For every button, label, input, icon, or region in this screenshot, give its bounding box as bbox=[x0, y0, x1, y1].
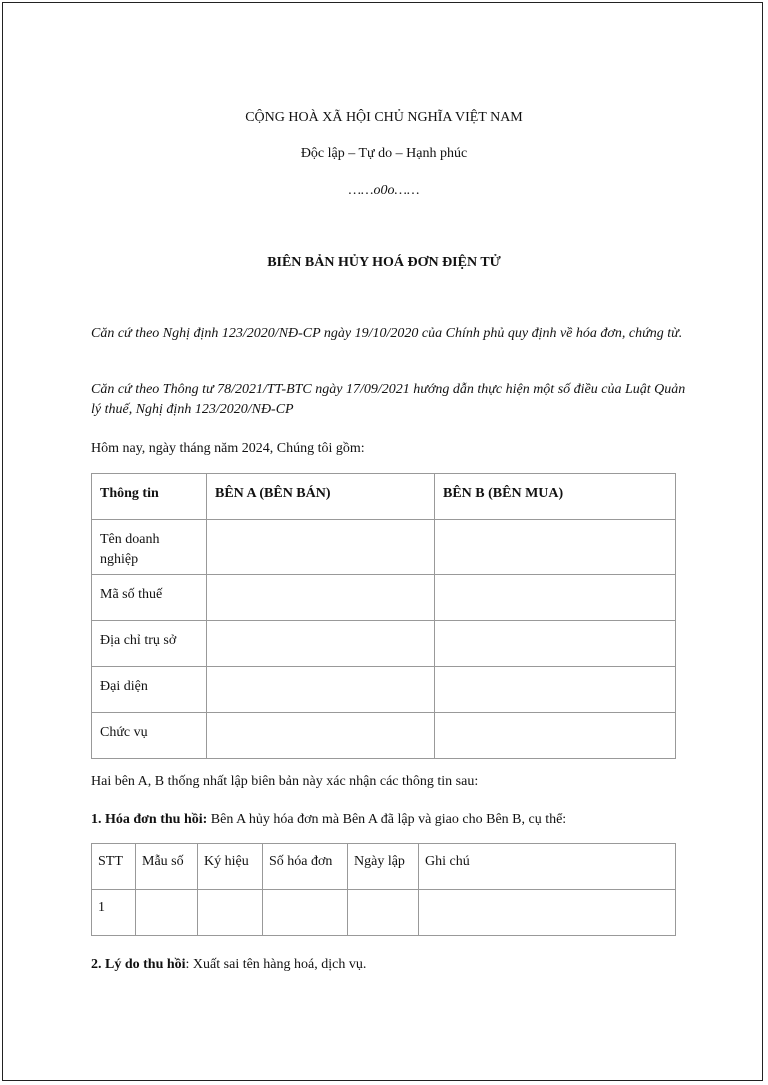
parties-table bbox=[91, 473, 676, 759]
row-label: Đại diện bbox=[92, 667, 207, 713]
national-title: CỘNG HOÀ XÃ HỘI CHỦ NGHĨA VIỆT NAM bbox=[245, 110, 523, 125]
table-cell: 1 bbox=[92, 890, 136, 936]
table-cell bbox=[435, 520, 676, 575]
table-cell bbox=[136, 890, 198, 936]
basis-decree: Căn cứ theo Nghị định 123/2020/NĐ-CP ngày 19/10/2020 của Chính phủ quy định về hóa đơn, chứng từ. bbox=[91, 326, 683, 341]
section1-label: 1. Hóa đơn thu hồi: bbox=[91, 812, 208, 827]
header-cell: Ngày lập bbox=[348, 844, 419, 890]
table-row bbox=[92, 713, 676, 759]
table-cell bbox=[207, 621, 435, 667]
basis-circular: Căn cứ theo Thông tư 78/2021/TT-BTC ngày 17/09/2021 hướng dẫn thực hiện một số điều của Luật Quản lý thuế, Nghị định 123/2020/NĐ-CP bbox=[91, 382, 686, 417]
table-cell bbox=[419, 890, 676, 936]
table-row bbox=[92, 890, 676, 936]
table-row bbox=[92, 621, 676, 667]
table-cell bbox=[198, 890, 263, 936]
section2-text: : Xuất sai tên hàng hoá, dịch vụ. bbox=[185, 957, 367, 972]
table-cell bbox=[435, 667, 676, 713]
motto: Độc lập – Tự do – Hạnh phúc bbox=[300, 146, 468, 161]
section2 bbox=[91, 955, 691, 975]
table-row bbox=[92, 575, 676, 621]
table-cell bbox=[207, 667, 435, 713]
header-cell: STT bbox=[92, 844, 136, 890]
section1 bbox=[91, 810, 691, 830]
parties-header-row bbox=[92, 474, 676, 520]
table-cell bbox=[263, 890, 348, 936]
table-row bbox=[92, 667, 676, 713]
row-label: Chức vụ bbox=[92, 713, 207, 759]
table-cell bbox=[207, 520, 435, 575]
header-cell: Mẫu số bbox=[136, 844, 198, 890]
table-cell bbox=[435, 713, 676, 759]
table-cell bbox=[435, 621, 676, 667]
table-cell bbox=[435, 575, 676, 621]
header-cell: Ký hiệu bbox=[198, 844, 263, 890]
section1-text: Bên A hủy hóa đơn mà Bên A đã lập và giao cho Bên B, cụ thể: bbox=[207, 812, 567, 827]
document-title: BIÊN BẢN HỦY HOÁ ĐƠN ĐIỆN TỬ bbox=[267, 255, 501, 270]
date-line: Hôm nay, ngày tháng năm 2024, Chúng tôi gồm: bbox=[91, 441, 365, 456]
table-row bbox=[92, 520, 676, 575]
section2-label: 2. Lý do thu hồi bbox=[91, 957, 186, 972]
row-label: Địa chỉ trụ sở bbox=[92, 621, 207, 667]
header-cell: Thông tin bbox=[92, 474, 207, 520]
agreement-line: Hai bên A, B thống nhất lập biên bản này xác nhận các thông tin sau: bbox=[91, 774, 479, 789]
header-cell: Số hóa đơn bbox=[263, 844, 348, 890]
header-cell: BÊN A (BÊN BÁN) bbox=[207, 474, 435, 520]
row-label: Mã số thuế bbox=[92, 575, 207, 621]
separator: ……o0o…… bbox=[348, 183, 420, 198]
table-cell bbox=[207, 575, 435, 621]
table-cell bbox=[207, 713, 435, 759]
invoice-header-row bbox=[92, 844, 676, 890]
header-cell: BÊN B (BÊN MUA) bbox=[435, 474, 676, 520]
invoice-table bbox=[91, 843, 676, 936]
header-cell: Ghi chú bbox=[419, 844, 676, 890]
row-label: Tên doanh nghiệp bbox=[92, 520, 207, 575]
table-cell bbox=[348, 890, 419, 936]
